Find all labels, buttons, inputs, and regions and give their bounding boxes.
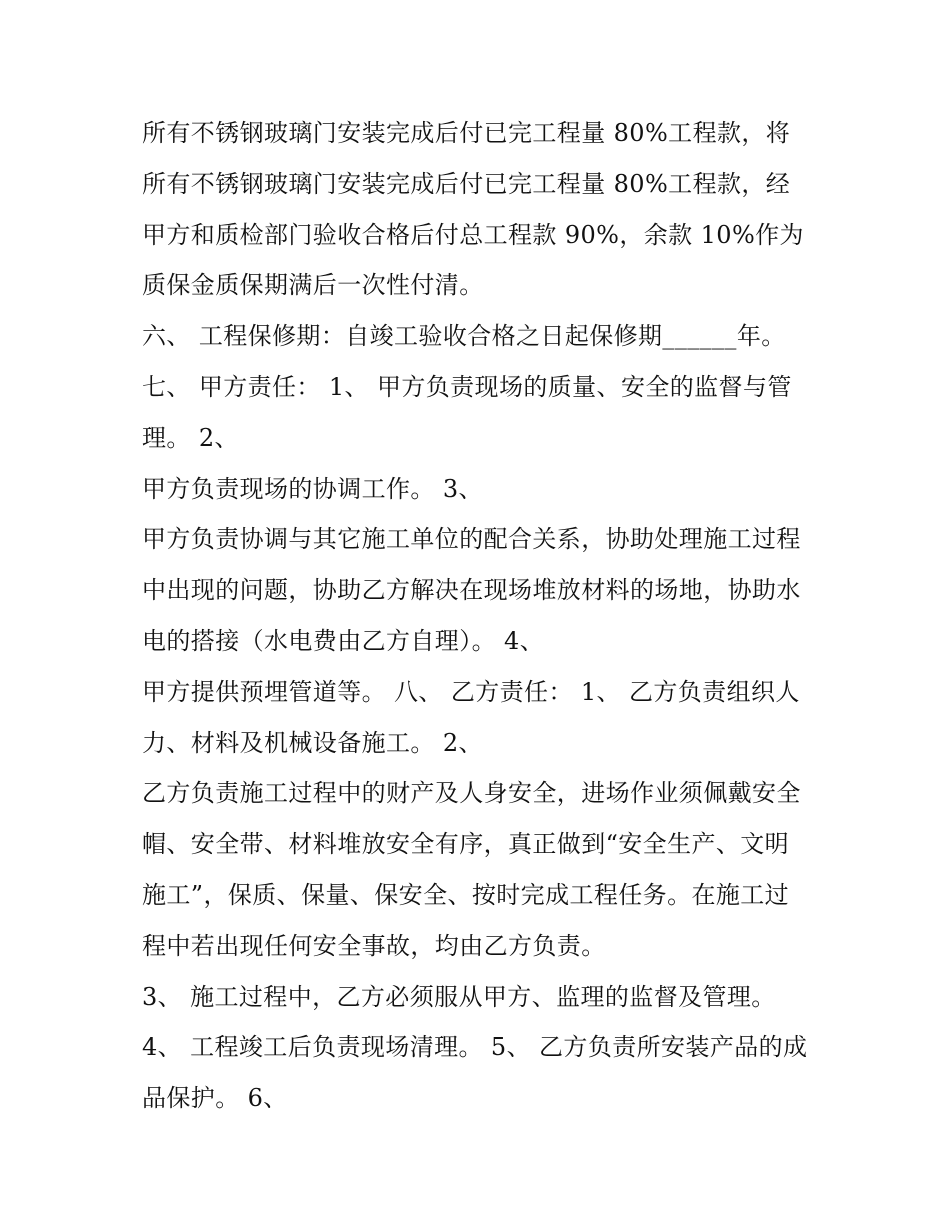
text-line: 施工”，保质、保量、保安全、按时完成工程任务。在施工过 bbox=[142, 880, 790, 909]
text-line: 3、 施工过程中，乙方必须服从甲方、监理的监督及管理。 bbox=[142, 982, 776, 1011]
text-line: 中出现的问题，协助乙方解决在现场堆放材料的场地，协助水 bbox=[142, 576, 801, 605]
text-line: 乙方负责施工过程中的财产及人身安全，进场作业须佩戴安全 bbox=[142, 779, 801, 808]
text-line: 甲方提供预埋管道等。 八、 乙方责任： 1、 乙方负责组织人 bbox=[142, 677, 800, 706]
text-line: 所有不锈钢玻璃门安装完成后付已完工程量 80%工程款，将 bbox=[142, 119, 791, 147]
text-line: 电的搭接（水电费由乙方自理）。 4、 bbox=[142, 626, 545, 655]
text-line: 甲方负责现场的协调工作。 3、 bbox=[142, 474, 483, 503]
text-line: 力、材料及机械设备施工。 2、 bbox=[142, 728, 483, 757]
text-line: 质保金质保期满后一次性付清。 bbox=[142, 271, 484, 300]
text-line: 七、 甲方责任： 1、 甲方负责现场的质量、安全的监督与管 bbox=[142, 372, 792, 401]
text-line: 甲方和质检部门验收合格后付总工程款 90%，余款 10%作为 bbox=[142, 220, 804, 249]
text-line: 4、 工程竣工后负责现场清理。 5、 乙方负责所安装产品的成 bbox=[142, 1033, 808, 1062]
text-line: 帽、安全带、材料堆放安全有序，真正做到“安全生产、文明 bbox=[142, 830, 790, 859]
text-line: 六、 工程保修期：自竣工验收合格之日起保修期______年。 bbox=[142, 322, 786, 351]
document-body bbox=[142, 108, 822, 1124]
text-line: 程中若出现任何安全事故，均由乙方负责。 bbox=[142, 931, 606, 960]
text-line: 品保护。 6、 bbox=[142, 1084, 288, 1113]
text-line: 甲方负责协调与其它施工单位的配合关系，协助处理施工过程 bbox=[142, 525, 801, 554]
text-line: 所有不锈钢玻璃门安装完成后付已完工程量 80%工程款，经 bbox=[142, 169, 791, 198]
text-line: 理。 2、 bbox=[142, 423, 239, 452]
